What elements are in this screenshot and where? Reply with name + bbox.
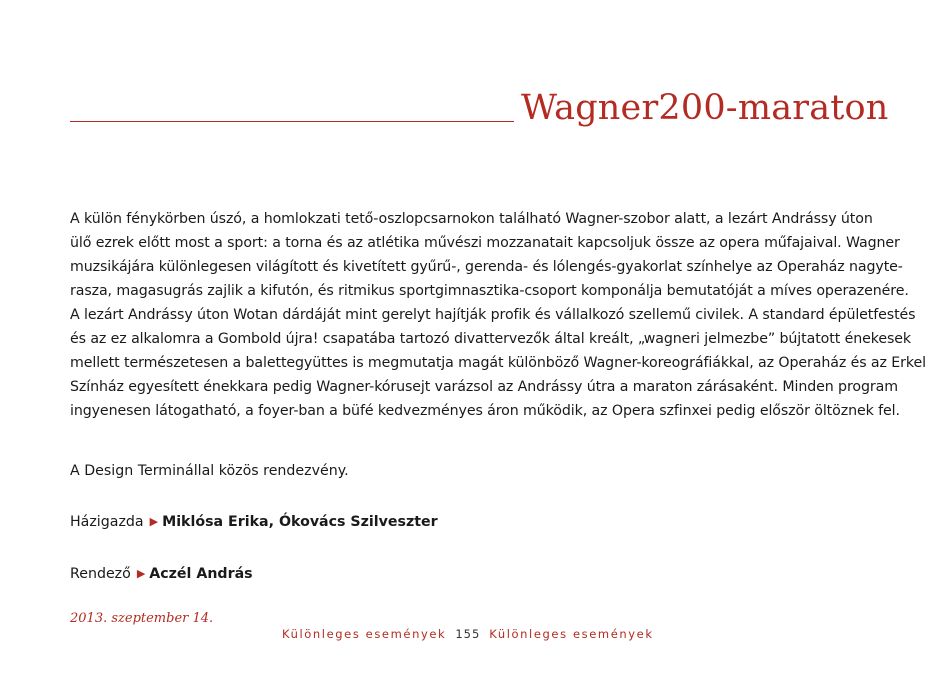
body-line: mellett természetesen a balettegyüttes is megmutatja magát különböző Wagner-koreográfiákkal, az Operaház és az Erkel xyxy=(70,355,926,371)
body-line: Színház egyesített énekkara pedig Wagner-kórusejt varázsol az Andrássy útra a maraton zárásaként. Minden program xyxy=(70,379,898,395)
page-number: 155 xyxy=(455,627,481,641)
director-names: Aczél András xyxy=(149,566,253,582)
body-line: és az ez alkalomra a Gombold újra! csapatába tartozó divattervezők által kreált, „wagneri jelmezbe” bújtatott énekesek xyxy=(70,331,911,347)
director-credit xyxy=(70,562,253,586)
event-date: 2013. szeptember 14. xyxy=(70,611,214,626)
body-line: A külön fénykörben úszó, a homlokzati tető-oszlopcsarnokon található Wagner-szobor alatt, a lezárt Andrássy úton xyxy=(70,211,873,227)
footer-section-left: Különleges események xyxy=(282,627,447,641)
title-rule xyxy=(70,121,514,122)
page-title: Wagner200-maraton xyxy=(521,88,889,128)
director-label: Rendező xyxy=(70,566,131,582)
cosponsor-note: A Design Terminállal közös rendezvény. xyxy=(70,463,349,479)
footer-section-right: Különleges események xyxy=(489,627,654,641)
body-line: muzsikájára különlegesen világított és kivetített gyűrű-, gerenda- és lólengés-gyakorlat színhelye az Operaház nagyte- xyxy=(70,259,903,275)
host-credit xyxy=(70,510,438,534)
host-names: Miklósa Erika, Ókovács Szilveszter xyxy=(162,514,438,530)
body-line: ülő ezrek előtt most a sport: a torna és az atlétika művészi mozzanatait kapcsoljuk össze az opera műfajaival. Wagner xyxy=(70,235,900,251)
host-label: Házigazda xyxy=(70,514,144,530)
triangle-right-icon: ▶ xyxy=(136,567,146,580)
body-line: rasza, magasugrás zajlik a kifutón, és ritmikus sportgimnasztika-csoport komponálja bemutatóját a míves operazenére. xyxy=(70,283,909,299)
body-line: ingyenesen látogatható, a foyer-ban a büfé kedvezményes áron működik, az Opera szfinxei pedig először öltöznek fel. xyxy=(70,403,900,419)
body-paragraph xyxy=(70,207,926,423)
body-line: A lezárt Andrássy úton Wotan dárdáját mint gerelyt hajítják profik és vállalkozó szellemű civilek. A standard épületfestés xyxy=(70,307,916,323)
triangle-right-icon: ▶ xyxy=(149,515,159,528)
page-footer xyxy=(282,627,654,641)
